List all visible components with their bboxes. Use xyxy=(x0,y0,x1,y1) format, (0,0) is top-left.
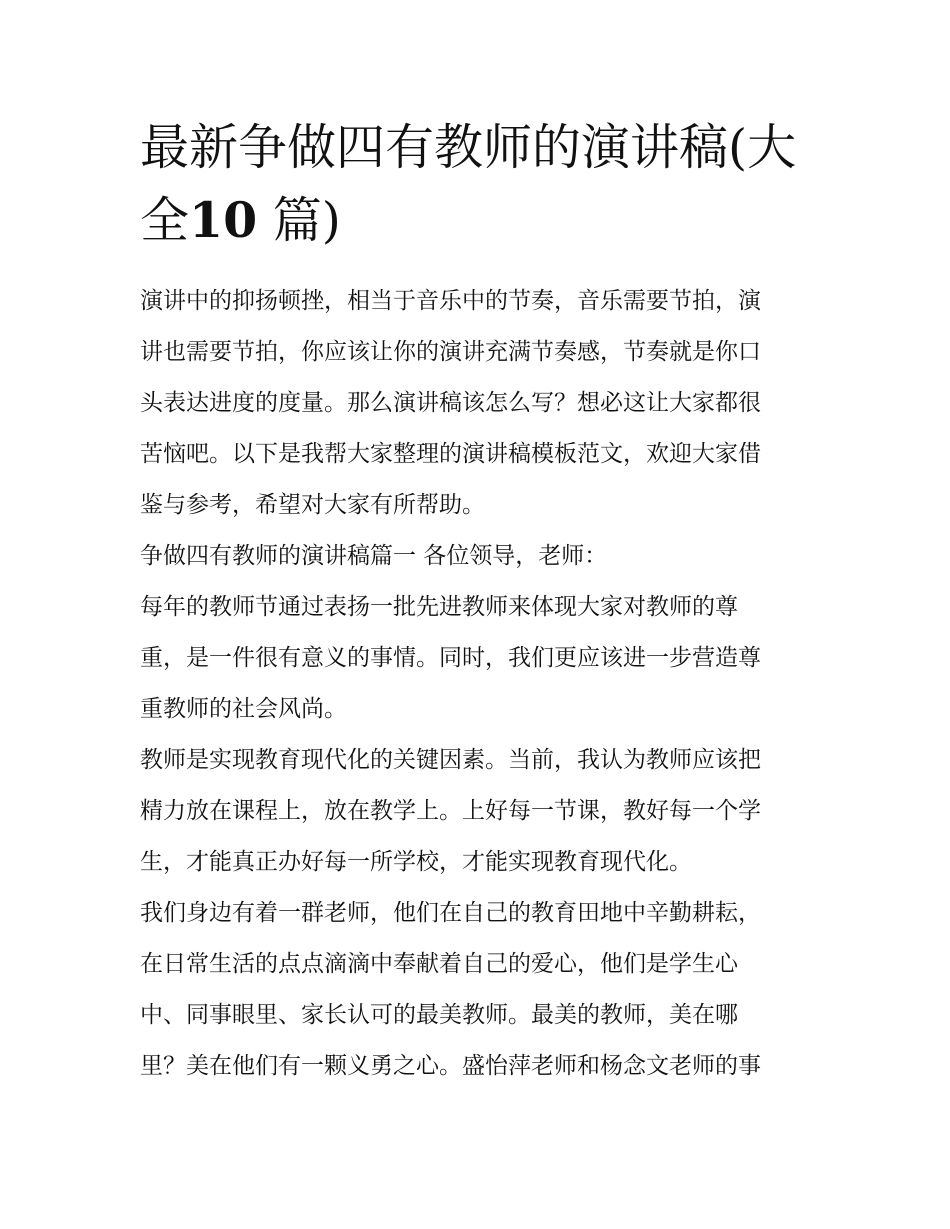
paragraph-line: 每年的教师节通过表扬一批先进教师来体现大家对教师的尊 xyxy=(140,594,738,620)
paragraph-line: 重教师的社会风尚。 xyxy=(140,696,347,722)
paragraph-line: 里？美在他们有一颗义勇之心。盛怡萍老师和杨念文老师的事 xyxy=(140,1053,761,1079)
paragraph-line: 鉴与参考，希望对大家有所帮助。 xyxy=(140,492,485,518)
paragraph-teachers-day xyxy=(140,582,820,735)
paragraph-best-teachers xyxy=(140,888,820,1092)
paragraph-line: 重，是一件很有意义的事情。同时，我们更应该进一步营造尊 xyxy=(140,645,761,671)
document-title xyxy=(140,112,820,257)
title-line-2-number: 10 xyxy=(189,191,258,249)
title-line-2-prefix: 全 xyxy=(140,192,190,249)
paragraph-line: 头表达进度的度量。那么演讲稿该怎么写？想必这让大家都很 xyxy=(140,390,761,416)
paragraph-line: 争做四有教师的演讲稿篇一 各位领导，老师： xyxy=(140,543,608,569)
paragraph-line: 在日常生活的点点滴滴中奉献着自己的爱心，他们是学生心 xyxy=(140,951,738,977)
paragraph-intro xyxy=(140,276,820,531)
paragraph-line: 精力放在课程上，放在教学上。上好每一节课，教好每一个学 xyxy=(140,798,761,824)
paragraph-line: 讲也需要节拍，你应该让你的演讲充满节奏感，节奏就是你口 xyxy=(140,339,761,365)
paragraph-line: 我们身边有着一群老师，他们在自己的教育田地中辛勤耕耘， xyxy=(140,900,761,926)
paragraph-line: 生，才能真正办好每一所学校，才能实现教育现代化。 xyxy=(140,849,692,875)
paragraph-modernization xyxy=(140,735,820,888)
paragraph-line: 苦恼吧。以下是我帮大家整理的演讲稿模板范文，欢迎大家借 xyxy=(140,441,761,467)
title-line-1: 最新争做四有教师的演讲稿(大 xyxy=(140,119,797,176)
title-line-2-suffix: 篇) xyxy=(272,192,341,249)
paragraph-line: 中、同事眼里、家长认可的最美教师。最美的教师，美在哪 xyxy=(140,1002,738,1028)
paragraph-line: 教师是实现教育现代化的关键因素。当前，我认为教师应该把 xyxy=(140,747,761,773)
paragraph-heading xyxy=(140,531,820,582)
document-body xyxy=(140,276,820,1092)
paragraph-line: 演讲中的抑扬顿挫，相当于音乐中的节奏，音乐需要节拍，演 xyxy=(140,288,761,314)
